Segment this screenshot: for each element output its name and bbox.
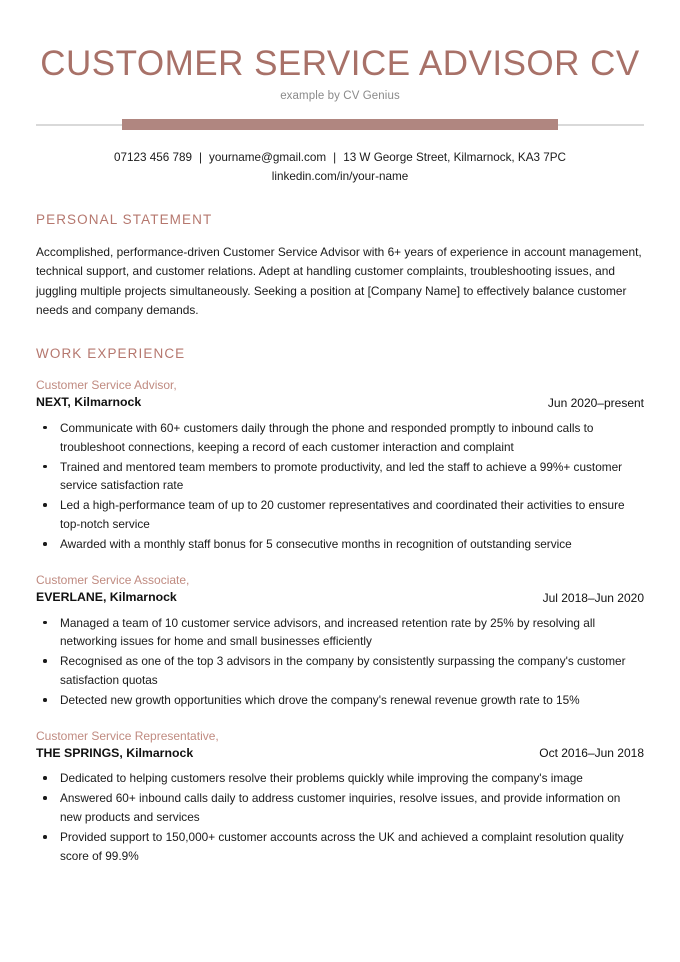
job-bullets (36, 419, 644, 554)
job-dates: Jul 2018–Jun 2020 (542, 590, 644, 605)
header-divider (36, 116, 644, 134)
job-title: Customer Service Advisor, (36, 378, 177, 393)
bullet-text: Answered 60+ inbound calls daily to address customer inquiries, resolve issues, and provide information on new products and services (60, 791, 621, 825)
personal-statement-body (36, 243, 644, 320)
job-header (36, 572, 644, 606)
list-item (36, 614, 644, 652)
list-item (36, 828, 644, 866)
list-item (36, 419, 644, 457)
bullet-text: Recognised as one of the top 3 advisors in the company by consistently surpassing the company's customer satisfaction quotas (60, 654, 626, 688)
divider-accent-bar (122, 119, 558, 130)
contact-phone: 07123 456 789 (114, 151, 192, 165)
job-dates: Jun 2020–present (547, 395, 644, 410)
job-bullets (36, 614, 644, 710)
job-header-left (36, 377, 177, 411)
contact-block (36, 149, 644, 186)
contact-separator-1: | (199, 151, 203, 165)
list-item (36, 496, 644, 534)
job-title: Customer Service Representative, (36, 728, 219, 743)
list-item (36, 691, 644, 710)
bullet-text: Communicate with 60+ customers daily through the phone and responded promptly to inbound calls to troubleshoot connections, keeping a record of each customer interaction and complaint (60, 420, 594, 454)
job-header (36, 377, 644, 411)
job-entry (36, 728, 644, 866)
section-personal-statement (36, 212, 644, 320)
job-header-left (36, 572, 189, 606)
job-header-left (36, 728, 219, 762)
cv-header (36, 0, 644, 102)
contact-linkedin: linkedin.com/in/your-name (271, 169, 409, 183)
bullet-text: Provided support to 150,000+ customer accounts across the UK and achieved a complaint resolution quality score of 99.9% (60, 830, 624, 863)
contact-email: yourname@gmail.com (209, 151, 327, 165)
bullet-text: Trained and mentored team members to promote productivity, and led the staff to achieve a 99%+ customer service satisfaction rate (60, 459, 623, 493)
work-experience-heading: WORK EXPERIENCE (36, 346, 186, 362)
job-entry (36, 572, 644, 710)
bullet-text: Led a high-performance team of up to 20 customer representatives and coordinated their activities to ensure top-notch service (60, 498, 625, 532)
section-work-experience (36, 346, 644, 866)
list-item (36, 789, 644, 827)
job-company: NEXT, Kilmarnock (36, 395, 142, 410)
job-bullets (36, 769, 644, 865)
list-item (36, 769, 644, 788)
work-experience-body (36, 377, 644, 866)
contact-separator-2: | (333, 151, 337, 165)
list-item (36, 535, 644, 554)
bullet-text: Dedicated to helping customers resolve their problems quickly while improving the company's image (60, 771, 583, 786)
bullet-text: Managed a team of 10 customer service advisors, and increased retention rate by 25% by resolving all networking issues for home and small businesses efficiently (60, 615, 596, 649)
job-dates: Oct 2016–Jun 2018 (539, 746, 644, 761)
job-company: EVERLANE, Kilmarnock (36, 590, 177, 605)
contact-address: 13 W George Street, Kilmarnock, KA3 7PC (343, 151, 566, 165)
list-item (36, 652, 644, 690)
personal-statement-heading: PERSONAL STATEMENT (36, 212, 213, 228)
job-entry (36, 377, 644, 554)
page-subtitle: example by CV Genius (280, 90, 400, 103)
personal-statement-text: Accomplished, performance-driven Customer Service Advisor with 6+ years of experience in account management, technical support, and customer relations. Adept at handling customer complaints, troubleshooting issues, and juggling multiple projects simultaneously. Seeking a position at [Company Name] to effectively balance customer needs and company demands. (36, 245, 642, 317)
bullet-text: Awarded with a monthly staff bonus for 5 consecutive months in recognition of outstanding service (60, 537, 572, 552)
bullet-text: Detected new growth opportunities which drove the company's renewal revenue growth rate to 15% (60, 693, 580, 707)
job-title: Customer Service Associate, (36, 572, 190, 587)
list-item (36, 458, 644, 496)
job-header (36, 728, 644, 762)
job-company: THE SPRINGS, Kilmarnock (36, 745, 194, 760)
page-title: CUSTOMER SERVICE ADVISOR CV (40, 44, 640, 83)
